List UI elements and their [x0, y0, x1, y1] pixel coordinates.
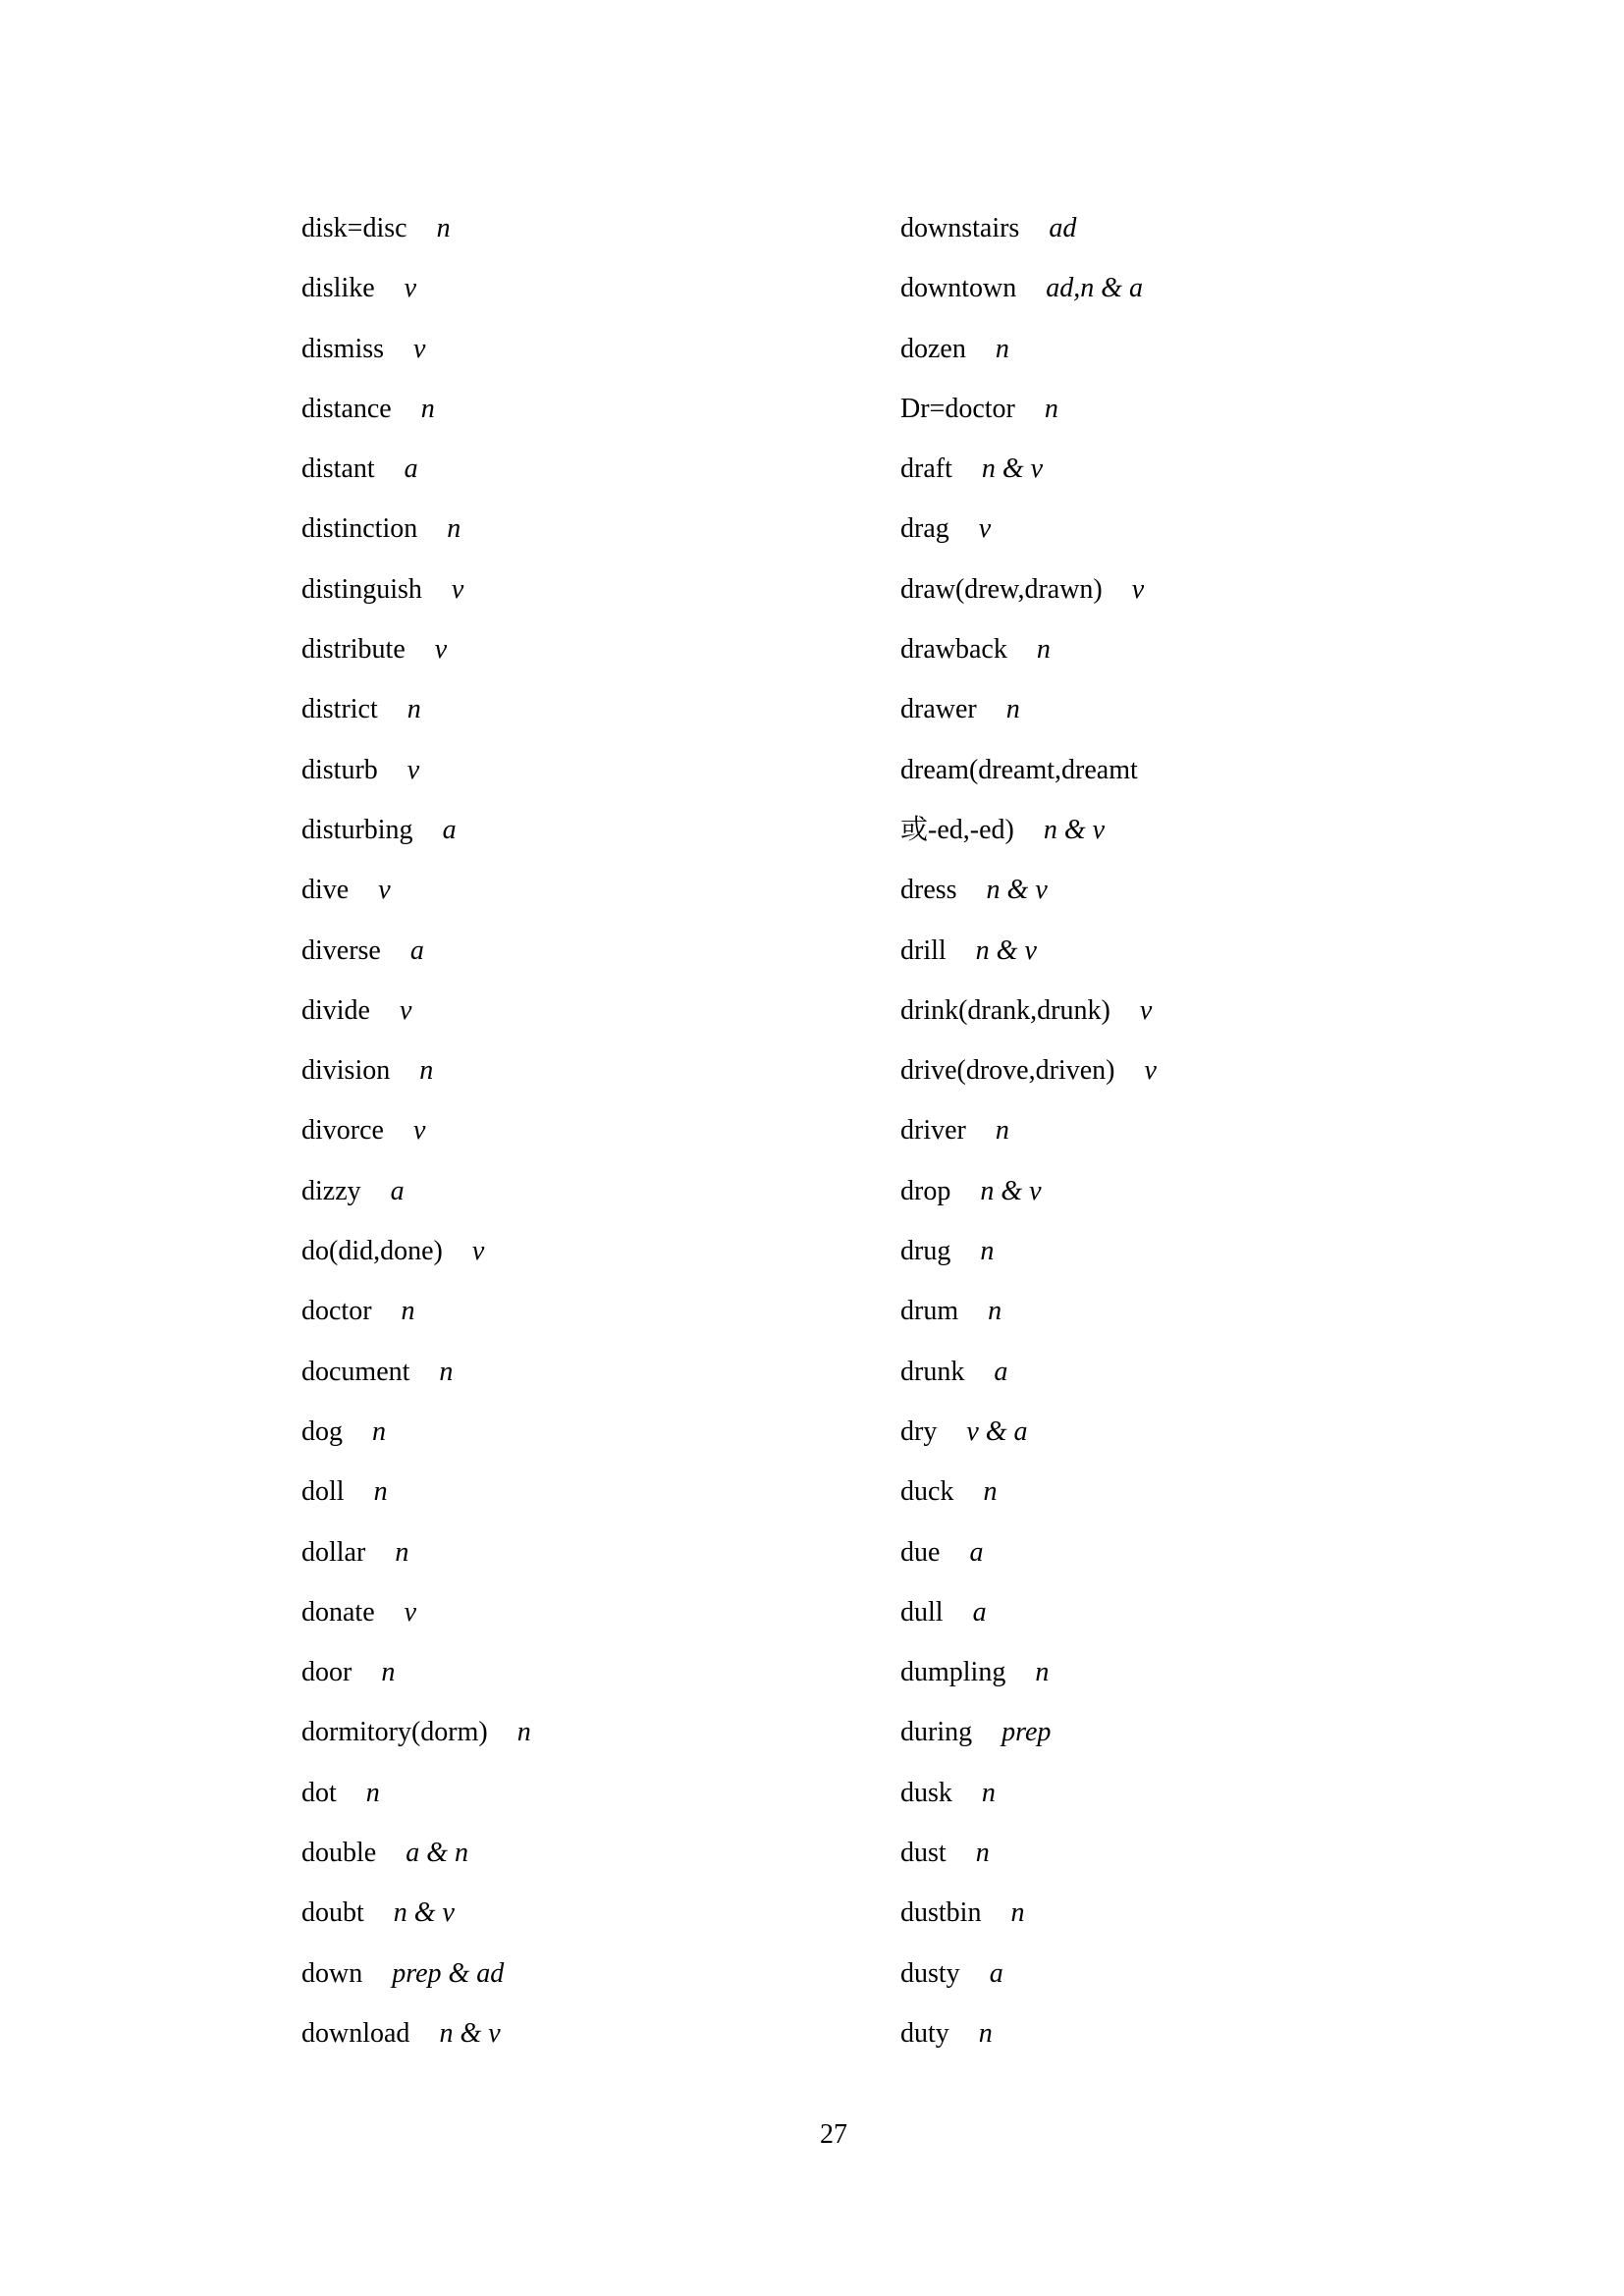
word-text: due: [900, 1536, 941, 1568]
word-text: dormitory(dorm): [301, 1717, 488, 1748]
word-text: drop: [900, 1175, 951, 1206]
word-entry: [900, 860, 1157, 920]
pos-tag: v: [412, 1115, 426, 1147]
word-text: down: [301, 1957, 363, 1989]
word-entry: [301, 1161, 531, 1221]
word-text: draft: [900, 454, 952, 485]
word-text: dusk: [900, 1777, 952, 1808]
pos-tag: n: [1036, 634, 1051, 666]
word-entry: [301, 198, 531, 258]
word-text: dismiss: [301, 333, 385, 364]
word-text: drawback: [900, 634, 1007, 666]
word-entry: [900, 1702, 1157, 1762]
word-text: driver: [900, 1115, 966, 1147]
pos-tag: n: [406, 694, 421, 725]
page-number: 27: [820, 2119, 847, 2150]
pos-tag: v: [406, 754, 420, 785]
word-entry: [301, 319, 531, 379]
word-entry: [301, 619, 531, 679]
word-text: drunk: [900, 1356, 965, 1387]
word-entry: [301, 379, 531, 439]
pos-tag: prep: [1001, 1717, 1052, 1748]
word-entry: [301, 1823, 531, 1883]
word-entry: [900, 800, 1157, 860]
word-entry: [900, 198, 1157, 258]
word-entry: [900, 981, 1157, 1041]
word-text: doubt: [301, 1897, 364, 1929]
word-text: downtown: [900, 273, 1017, 304]
word-entry: [301, 1522, 531, 1582]
word-entry: [301, 1763, 531, 1823]
pos-tag: n: [372, 1415, 386, 1447]
word-entry: [900, 499, 1157, 559]
word-text: dull: [900, 1596, 944, 1628]
pos-tag: n: [995, 1115, 1009, 1147]
word-entry: [301, 258, 531, 318]
word-entry: [301, 439, 531, 499]
word-text: divorce: [301, 1115, 384, 1147]
pos-tag: n: [395, 1536, 409, 1568]
pos-tag: n: [436, 213, 451, 243]
pos-tag: n: [978, 2017, 993, 2049]
word-entry: [301, 1883, 531, 1943]
word-text: dumpling: [900, 1657, 1006, 1688]
word-text: drink(drank,drunk): [900, 994, 1110, 1026]
pos-tag: n & v: [975, 934, 1037, 966]
word-entry: [301, 1342, 531, 1402]
pos-tag: ad,n & a: [1046, 273, 1144, 304]
pos-tag: n: [381, 1657, 396, 1688]
word-entry: [900, 1221, 1157, 1281]
word-entry: [900, 560, 1157, 619]
pos-tag: a: [994, 1356, 1008, 1387]
word-entry: [301, 1642, 531, 1702]
word-text: downstairs: [900, 213, 1020, 243]
word-entry: [900, 1161, 1157, 1221]
word-entry: [301, 1582, 531, 1642]
pos-tag: a: [442, 814, 457, 845]
pos-tag: n: [401, 1296, 415, 1327]
word-text: dizzy: [301, 1175, 361, 1206]
pos-tag: v: [471, 1236, 485, 1267]
word-text: doll: [301, 1476, 345, 1508]
pos-tag: n: [439, 1356, 454, 1387]
pos-tag: v: [404, 1596, 417, 1628]
word-entry: [900, 921, 1157, 981]
word-text: donate: [301, 1596, 375, 1628]
word-text: disturb: [301, 754, 378, 785]
word-text: drug: [900, 1236, 951, 1267]
pos-tag: n: [420, 393, 435, 424]
pos-tag: n & v: [439, 2017, 501, 2049]
pos-tag: n: [1010, 1897, 1025, 1929]
pos-tag: n: [1035, 1657, 1050, 1688]
word-entry: [301, 921, 531, 981]
pos-tag: n: [988, 1296, 1002, 1327]
vocabulary-column-right: [900, 198, 1157, 2063]
pos-tag: n: [516, 1717, 531, 1748]
word-entry: [900, 1883, 1157, 1943]
pos-tag: v: [1144, 1055, 1157, 1087]
word-entry: [900, 679, 1157, 739]
word-text: dust: [900, 1838, 947, 1869]
word-text: do(did,done): [301, 1236, 443, 1267]
pos-tag: n: [980, 1236, 995, 1267]
word-entry: [301, 981, 531, 1041]
pos-tag: a: [390, 1175, 405, 1206]
word-entry: [301, 800, 531, 860]
word-entry: [301, 679, 531, 739]
pos-tag: a & n: [406, 1838, 468, 1869]
word-text: division: [301, 1055, 391, 1087]
word-text: dream(dreamt,dreamt: [900, 754, 1138, 785]
word-text: double: [301, 1838, 377, 1869]
word-text: document: [301, 1356, 410, 1387]
word-text: draw(drew,drawn): [900, 573, 1103, 605]
word-text: 或-ed,-ed): [900, 814, 1014, 845]
word-entry: [900, 740, 1157, 800]
pos-tag: a: [989, 1957, 1003, 1989]
word-entry: [900, 319, 1157, 379]
word-entry: [301, 1702, 531, 1762]
word-entry: [301, 1041, 531, 1100]
word-entry: [301, 499, 531, 559]
word-text: distance: [301, 393, 392, 424]
pos-tag: a: [404, 454, 418, 485]
pos-tag: a: [969, 1536, 984, 1568]
word-text: dive: [301, 875, 350, 906]
pos-tag: ad: [1049, 213, 1077, 243]
pos-tag: n & v: [981, 454, 1044, 485]
pos-tag: v: [434, 634, 448, 666]
pos-tag: v: [404, 273, 417, 304]
word-entry: [301, 2003, 531, 2063]
pos-tag: n: [373, 1476, 388, 1508]
pos-tag: n: [981, 1777, 996, 1808]
word-text: doctor: [301, 1296, 372, 1327]
word-entry: [900, 1582, 1157, 1642]
word-entry: [900, 258, 1157, 318]
pos-tag: n: [1005, 694, 1020, 725]
word-text: divide: [301, 994, 370, 1026]
vocabulary-column-left: [301, 198, 531, 2063]
pos-tag: a: [972, 1596, 987, 1628]
pos-tag: n: [975, 1838, 990, 1869]
pos-tag: n: [1044, 393, 1058, 424]
pos-tag: v & a: [966, 1415, 1028, 1447]
word-text: drive(drove,driven): [900, 1055, 1115, 1087]
word-entry: [900, 619, 1157, 679]
pos-tag: v: [1131, 573, 1145, 605]
word-text: duck: [900, 1476, 954, 1508]
word-text: dress: [900, 875, 957, 906]
word-entry: [301, 1221, 531, 1281]
word-text: dislike: [301, 273, 375, 304]
word-text: Dr=doctor: [900, 393, 1015, 424]
word-entry: [900, 379, 1157, 439]
word-entry: [900, 439, 1157, 499]
word-text: download: [301, 2017, 410, 2049]
word-entry: [900, 1462, 1157, 1522]
word-text: distinction: [301, 513, 418, 545]
word-text: door: [301, 1657, 352, 1688]
word-entry: [301, 1944, 531, 2003]
word-entry: [900, 1281, 1157, 1341]
word-entry: [900, 1041, 1157, 1100]
word-entry: [900, 1522, 1157, 1582]
word-entry: [301, 1100, 531, 1160]
word-text: diverse: [301, 934, 381, 966]
word-text: distribute: [301, 634, 406, 666]
word-text: dry: [900, 1415, 938, 1447]
word-text: dustbin: [900, 1897, 982, 1929]
word-text: duty: [900, 2017, 949, 2049]
word-entry: [900, 1642, 1157, 1702]
pos-tag: n & v: [393, 1897, 455, 1929]
pos-tag: n & v: [986, 875, 1048, 906]
word-entry: [301, 1402, 531, 1462]
pos-tag: n: [447, 513, 461, 545]
pos-tag: v: [451, 573, 464, 605]
word-text: drum: [900, 1296, 959, 1327]
word-entry: [900, 1342, 1157, 1402]
word-entry: [301, 1281, 531, 1341]
word-text: district: [301, 694, 378, 725]
pos-tag: a: [409, 934, 424, 966]
word-entry: [301, 740, 531, 800]
pos-tag: v: [1139, 994, 1153, 1026]
word-entry: [301, 1462, 531, 1522]
word-entry: [900, 1402, 1157, 1462]
word-text: distant: [301, 454, 375, 485]
word-entry: [900, 2003, 1157, 2063]
word-text: dollar: [301, 1536, 366, 1568]
word-entry: [900, 1100, 1157, 1160]
pos-tag: prep & ad: [392, 1957, 505, 1989]
pos-tag: n & v: [980, 1175, 1042, 1206]
word-text: during: [900, 1717, 973, 1748]
word-text: dog: [301, 1415, 343, 1447]
pos-tag: n: [995, 333, 1009, 364]
word-text: dot: [301, 1777, 337, 1808]
word-text: distinguish: [301, 573, 422, 605]
word-text: disturbing: [301, 814, 413, 845]
word-entry: [301, 860, 531, 920]
pos-tag: n: [983, 1476, 998, 1508]
pos-tag: v: [413, 333, 426, 364]
pos-tag: v: [378, 875, 391, 906]
word-entry: [900, 1944, 1157, 2003]
word-entry: [900, 1763, 1157, 1823]
pos-tag: n: [419, 1055, 434, 1087]
word-text: dozen: [900, 333, 966, 364]
pos-tag: n: [365, 1777, 380, 1808]
word-text: dusty: [900, 1957, 960, 1989]
word-text: disk=disc: [301, 213, 407, 243]
pos-tag: v: [400, 994, 412, 1026]
pos-tag: v: [978, 513, 992, 545]
word-text: drill: [900, 934, 947, 966]
pos-tag: n & v: [1043, 814, 1106, 845]
word-text: drawer: [900, 694, 977, 725]
word-entry: [301, 560, 531, 619]
word-entry: [900, 1823, 1157, 1883]
word-text: drag: [900, 513, 949, 545]
